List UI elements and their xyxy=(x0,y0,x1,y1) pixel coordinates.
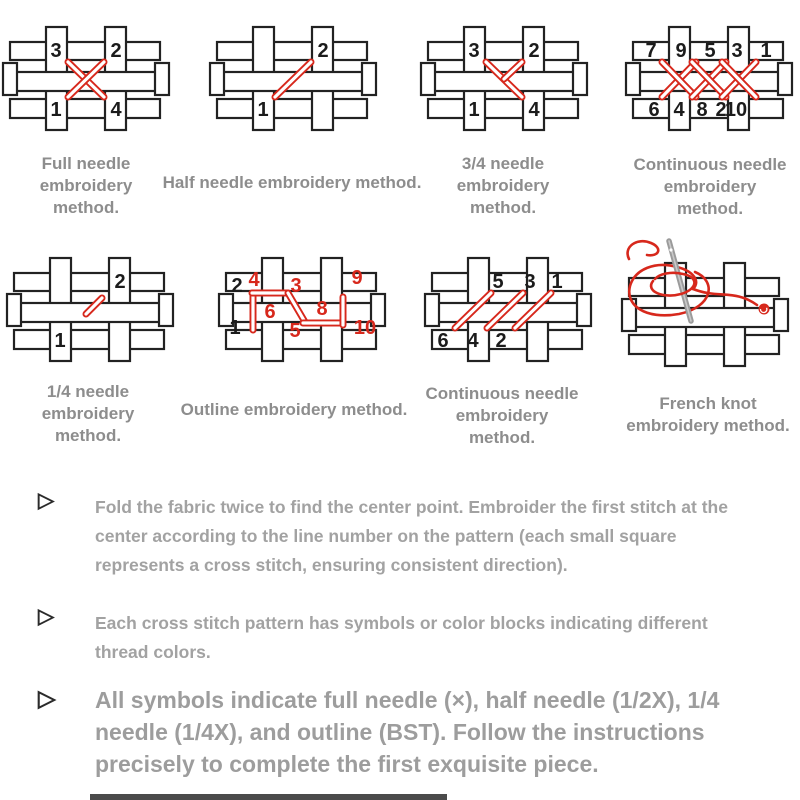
fabric-diagram-half-needle xyxy=(213,22,373,134)
stitch-hole-number: 1 xyxy=(760,40,772,62)
fabric-diagram-three-quarter-needle xyxy=(424,22,584,134)
stitch-hole-number: 1 xyxy=(257,99,269,121)
diagram-caption-half-needle: Half needle embroidery method. xyxy=(162,173,422,192)
stitch-hole-number: 9 xyxy=(351,267,363,289)
stitch-hole-number: 2 xyxy=(231,275,243,297)
diagram-caption-three-quarter-needle: 3/4 needle embroidery method. xyxy=(456,154,550,217)
stitch-hole-number: 5 xyxy=(289,320,301,342)
fabric-diagram-continuous-needle-half xyxy=(428,253,588,365)
french-knot-dot xyxy=(759,304,770,315)
stitch-hole-number: 7 xyxy=(645,40,657,62)
stitch-hole-number: 10 xyxy=(353,317,377,339)
fabric-diagram-french-knot xyxy=(623,225,793,370)
fabric-diagram-quarter-needle xyxy=(10,253,170,365)
instruction-bullet-1: Fold the fabric twice to find the center point. Embroider the first stitch at the center according to the line number on the pattern (each small square represents a cross stitch, ensuring consistent direction). xyxy=(95,497,728,575)
stitch-hole-number: 8 xyxy=(316,298,328,320)
stitch-hole-number: 1 xyxy=(468,99,480,121)
diagram-caption-quarter-needle: 1/4 needle embroidery method. xyxy=(41,382,135,445)
stitch-hole-number: 3 xyxy=(468,40,480,62)
bottom-divider-bar xyxy=(90,794,447,800)
instruction-bullet-2: Each cross stitch pattern has symbols or color blocks indicating different thread colors. xyxy=(95,613,708,662)
fabric-diagram-full-needle xyxy=(6,22,166,134)
thread-loop xyxy=(628,241,659,259)
stitch-hole-number: 10 xyxy=(724,99,748,121)
stitch-hole-number: 8 xyxy=(696,99,708,121)
stitch-hole-number: 4 xyxy=(110,99,122,121)
stitch-hole-number: 6 xyxy=(437,330,449,352)
stitch-hole-number: 2 xyxy=(317,40,329,62)
stitch-hole-number: 6 xyxy=(648,99,660,121)
fabric-diagram-continuous-needle-cross xyxy=(629,22,789,134)
stitch-hole-number: 4 xyxy=(248,269,260,291)
diagram-caption-continuous-needle-half: Continuous needle embroidery method. xyxy=(425,384,579,447)
triangle-bullet-icon: ▷ xyxy=(38,605,55,628)
triangle-bullet-icon: ▷ xyxy=(38,489,55,512)
diagram-caption-french-knot: French knot embroidery method. xyxy=(626,394,790,435)
stitch-hole-number: 9 xyxy=(675,40,687,62)
stitch-hole-number: 1 xyxy=(551,271,563,293)
stitch-hole-number: 4 xyxy=(467,330,479,352)
stitch-hole-number: 6 xyxy=(264,301,276,323)
diagram-caption-continuous-needle-cross: Continuous needle embroidery method. xyxy=(633,155,787,218)
stitch-hole-number: 5 xyxy=(492,271,504,293)
stitch-hole-number: 1 xyxy=(54,330,66,352)
diagram-caption-outline-method: Outline embroidery method. xyxy=(180,400,408,419)
stitch-hole-number: 4 xyxy=(673,99,685,121)
stitch-hole-number: 4 xyxy=(528,99,540,121)
stitch-hole-number: 2 xyxy=(715,99,727,121)
stitch-hole-number: 3 xyxy=(290,275,302,297)
fabric-diagram-outline-method xyxy=(222,253,382,365)
stitch-hole-number: 2 xyxy=(110,40,122,62)
stitch-hole-number: 3 xyxy=(731,40,743,62)
stitch-hole-number: 2 xyxy=(495,330,507,352)
stitch-hole-number: 1 xyxy=(229,317,241,339)
diagram-caption-full-needle: Full needle embroidery method. xyxy=(39,154,133,217)
triangle-bullet-icon: ▷ xyxy=(38,685,56,711)
stitch-hole-number: 2 xyxy=(528,40,540,62)
stitch-hole-number: 5 xyxy=(704,40,716,62)
stitch-hole-number: 2 xyxy=(114,271,126,293)
stitch-hole-number: 3 xyxy=(50,40,62,62)
stitch-hole-number: 3 xyxy=(524,271,536,293)
instruction-bullet-3: All symbols indicate full needle (×), half needle (1/2X), 1/4 needle (1/4X), and outline (BST). Follow the instructions precisely to complete the first exquisite piece. xyxy=(95,687,720,777)
stitch-hole-number: 1 xyxy=(50,99,62,121)
